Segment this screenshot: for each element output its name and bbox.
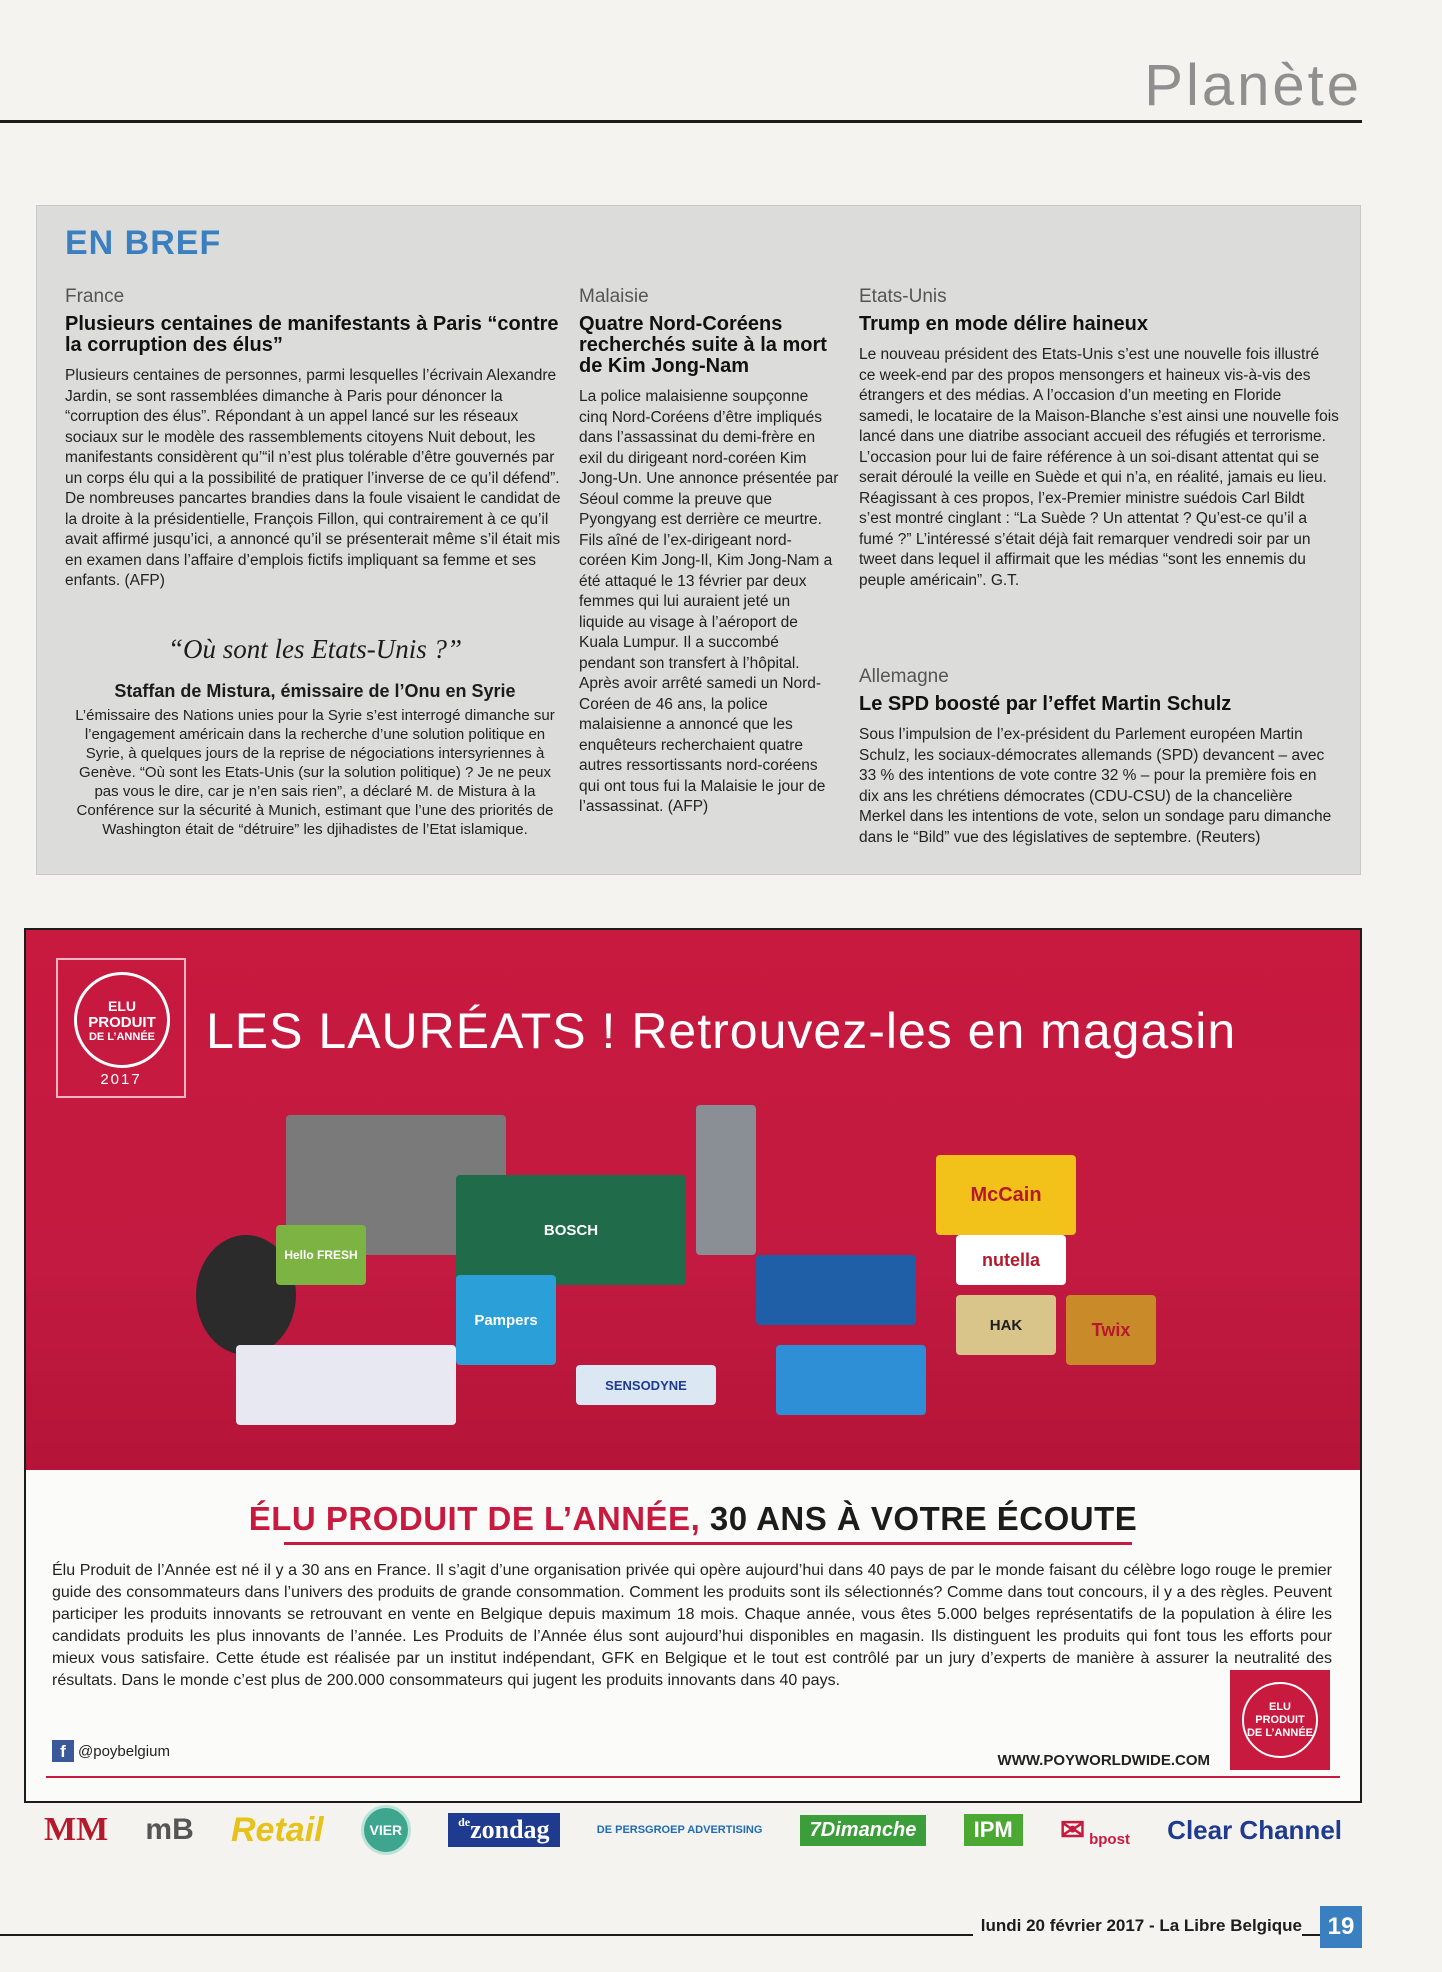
- logo-line: DE L’ANNÉE: [88, 1030, 155, 1043]
- product-twix: Twix: [1066, 1295, 1156, 1365]
- poy-logo-circle: [74, 972, 170, 1068]
- poy-stamp-circle: [1242, 1682, 1318, 1758]
- article-category: France: [65, 286, 125, 307]
- en-bref-box: [36, 205, 1361, 875]
- stamp-line: PRODUIT: [1255, 1713, 1305, 1726]
- ad-bottom-rule: [46, 1776, 1340, 1778]
- ad-headline: LES LAURÉATS ! Retrouvez-les en magasin: [206, 1003, 1237, 1059]
- facebook-handle[interactable]: [52, 1740, 170, 1762]
- quote-author: Staffan de Mistura, émissaire de l’Onu en Syrie: [114, 681, 516, 701]
- sponsor-bpost-logo: [1060, 1813, 1130, 1848]
- sponsor-retail-logo: Retail: [231, 1810, 324, 1849]
- product-mccain: McCain: [936, 1155, 1076, 1235]
- sponsor-persgroep-logo: DE PERSGROEP ADVERTISING: [596, 1824, 763, 1836]
- article-category: Malaisie: [579, 286, 649, 307]
- sponsor-vier-logo: VIER: [361, 1805, 411, 1855]
- sponsor-zondag-prefix: de: [458, 1815, 471, 1829]
- article-body: La police malaisienne soupçonne cinq Nord-Coréens d’être impliqués dans l’assassinat du demi-frère en exil du dirigeant nord-coréen Kim Jong-Un. Une annonce présentée par Séoul comme la preuve que Pyongyang est derrière ce meurtre. Fils aîné de l’ex-dirigeant nord-coréen Kim Jong-Il, Kim Jong-Nam a été attaqué le 13 février par deux femmes qui lui auraient jeté un liquide au visage à l’aéroport de Kuala Lumpur. Il a succombé pendant son transfert à l’hôpital. Après avoir arrêté samedi un Nord-Coréen de 46 ans, la police malaisienne a annoncé que les enquêteurs recherchaient quatre autres ressortissants nord-coréens qui ont tous fui la Malaisie le jour de l’assassinat. (AFP): [579, 388, 839, 815]
- article-category: Etats-Unis: [859, 286, 947, 307]
- sponsor-clearchannel-logo: Clear Channel: [1167, 1814, 1342, 1845]
- article-body: Le nouveau président des Etats-Unis s’est une nouvelle fois illustré ce week-end par des propos mensongers et haineux vis-à-vis des étrangers et des médias. A l’occasion d’un meeting en Floride samedi, le locataire de la Maison-Blanche s’est ainsi une nouvelle fois lancé dans une diatribe associant accueil des réfugiés et terrorisme. L’occasion pour lui de faire référence à un soi-disant attentat qui se serait déroulé la veille en Suède et qui n’a, en réalité, jamais eu lieu. Réagissant à ces propos, l’ex-Premier ministre suédois Carl Bildt s’est montré cinglant : “La Suède ? Un attentat ? Qu’est-ce qu’il a fumé ?” L’intéressé s’était déjà fait remarquer vendredi soir par un tweet dans lequel il affirmait que les médias “sont les ennemis du peuple américain”. G.T.: [859, 346, 1339, 589]
- article-france: [65, 286, 565, 592]
- ad-subtitle: [26, 1500, 1360, 1538]
- product-hak: HAK: [956, 1295, 1056, 1355]
- sponsor-logos: [24, 1800, 1362, 1860]
- facebook-handle-text: @poybelgium: [78, 1742, 170, 1760]
- sponsor-ipm-logo: IPM: [964, 1814, 1023, 1846]
- ad-body: Élu Produit de l’Année est né il y a 30 ans en France. Il s’agit d’une organisation privée qui opère aujourd’hui dans 40 pays de par le monde faisant du célèbre logo rouge le premier guide des consommateurs dans l’univers des produits de grande consommation. Comment les produits sont ils sélectionnés? Comme dans tout concours, il y a des règles. Peuvent participer les produits innovants se retrouvant en vente en Belgique depuis maximum 18 mois. Chaque année, vous êtes 5.000 belges représentatifs de la population à élire les candidats produits les plus innovants de l’année. Les Produits de l’Année élus sont aujourd’hui disponibles en magasin. Ils distinguent les produits qui font tous les efforts pour mieux vous satisfaire. Cette étude est réalisée par un institut indépendant, GFK en Belgique et le tout est contrôlé par un jury d’experts de manière à assurer la neutralité des résultats. Dans le monde c’est plus de 200.000 consommateurs qui jugent les produits innovants dans 40 pays.: [52, 1562, 1332, 1689]
- sponsor-mb-logo: mB: [145, 1813, 194, 1846]
- facebook-icon: f: [52, 1740, 74, 1762]
- article-etats-unis: [859, 286, 1339, 591]
- product-pampers: Pampers: [456, 1275, 556, 1365]
- article-headline: Trump en mode délire haineux: [859, 313, 1148, 335]
- article-body: Sous l’impulsion de l’ex-président du Parlement européen Martin Schulz, les sociaux-démocrates allemands (SPD) devancent – avec 33 % des intentions de vote contre 32 % – pour la première fois en dix ans les chrétiens démocrates (CDU-CSU) de la chancelière Merkel dans les intentions de vote, selon un sondage paru dimanche dans le “Bild” vue des législatives de septembre. (Reuters): [859, 726, 1332, 846]
- article-headline: Quatre Nord-Coréens recherchés suite à la mort de Kim Jong-Nam: [579, 313, 827, 377]
- article-headline: Plusieurs centaines de manifestants à Paris “contre la corruption des élus”: [65, 313, 559, 356]
- quote-body: L’émissaire des Nations unies pour la Syrie s’est interrogé dimanche sur l’engagement américain dans la recherche d’une solution politique en Syrie, à quelques jours de la reprise de négociations intersyriennes à Genève. “Où sont les Etats-Unis (sur la solution politique) ? Je ne peux pas vous le dire, car je n’en sais rien”, a déclaré M. de Mistura à la Conférence sur la sécurité à Munich, estimant que l’une des priorités de Washington était de “détruire” les djihadistes de l’Etat islamique.: [75, 707, 555, 838]
- ad-subtitle-black: 30 ANS À VOTRE ÉCOUTE: [700, 1500, 1138, 1537]
- footer-dateline: lundi 20 février 2017 - La Libre Belgique: [973, 1916, 1302, 1936]
- section-title: Planète: [1144, 53, 1362, 118]
- ad-subtitle-red: ÉLU PRODUIT DE L’ANNÉE,: [248, 1500, 701, 1537]
- logo-line: PRODUIT: [88, 1013, 156, 1031]
- logo-year: 2017: [100, 1071, 142, 1088]
- product-toiletries: [236, 1345, 456, 1425]
- advertisement: [24, 928, 1362, 1803]
- product-nutella: nutella: [956, 1235, 1066, 1285]
- product-iron: [756, 1255, 916, 1325]
- poy-logo: [56, 958, 186, 1098]
- sponsor-zondag-logo: [448, 1813, 559, 1847]
- bpost-horn-icon: ✉: [1059, 1813, 1086, 1847]
- sponsor-dimanche-logo: 7Dimanche: [800, 1815, 927, 1846]
- product-toolcase: BOSCH: [456, 1175, 686, 1285]
- page-number: 19: [1320, 1906, 1362, 1948]
- article-malaisie: [579, 286, 839, 818]
- sponsor-bpost-name: bpost: [1089, 1830, 1130, 1848]
- ad-subtitle-rule: [284, 1542, 1132, 1545]
- poy-stamp: [1230, 1670, 1330, 1770]
- sponsor-zondag-name: zondag: [470, 1815, 550, 1844]
- ad-banner: [26, 930, 1360, 1470]
- product-blender: [696, 1105, 756, 1255]
- product-sensodyne: SENSODYNE: [576, 1365, 716, 1405]
- article-category: Allemagne: [859, 666, 949, 687]
- quote-block: [65, 634, 565, 839]
- article-body: Plusieurs centaines de personnes, parmi lesquelles l’écrivain Alexandre Jardin, se sont rassemblées dimanche à Paris pour dénoncer la “corruption des élus”. Répondant à un appel lancé sur les réseaux sociaux sur le modèle des rassemblements citoyens Nuit debout, les manifestants considèrent qu’“il n’est plus tolérable d’être gouvernés par un corps élu qui a la possibilité de pratiquer l’inverse de ce qu’il défend”. De nombreuses pancartes brandies dans la foule visaient le candidat de la droite à la présidentielle, François Fillon, qui contrairement à ce qu’il avait affirmé jusqu’ici, a annoncé qu’il se présenterait même s’il était mis en examen dans l’affaire d’emplois fictifs impliquant sa femme et ses enfants. (AFP): [65, 367, 561, 589]
- sponsor-mm-logo: MM: [44, 1811, 109, 1848]
- en-bref-title: EN BREF: [65, 224, 222, 262]
- article-allemagne: [859, 666, 1339, 848]
- logo-line: ELU: [108, 997, 136, 1014]
- stamp-line: DE L’ANNÉE: [1246, 1726, 1313, 1739]
- top-rule: [0, 120, 1362, 123]
- website-link[interactable]: WWW.POYWORLDWIDE.COM: [997, 1752, 1210, 1769]
- quote-text: “Où sont les Etats-Unis ?”: [167, 634, 463, 664]
- product-collage: [196, 1095, 1156, 1435]
- article-headline: Le SPD boosté par l’effet Martin Schulz: [859, 693, 1232, 715]
- product-cleaning: [776, 1345, 926, 1415]
- product-hellofresh: Hello FRESH: [276, 1225, 366, 1285]
- stamp-line: ELU: [1269, 1700, 1291, 1713]
